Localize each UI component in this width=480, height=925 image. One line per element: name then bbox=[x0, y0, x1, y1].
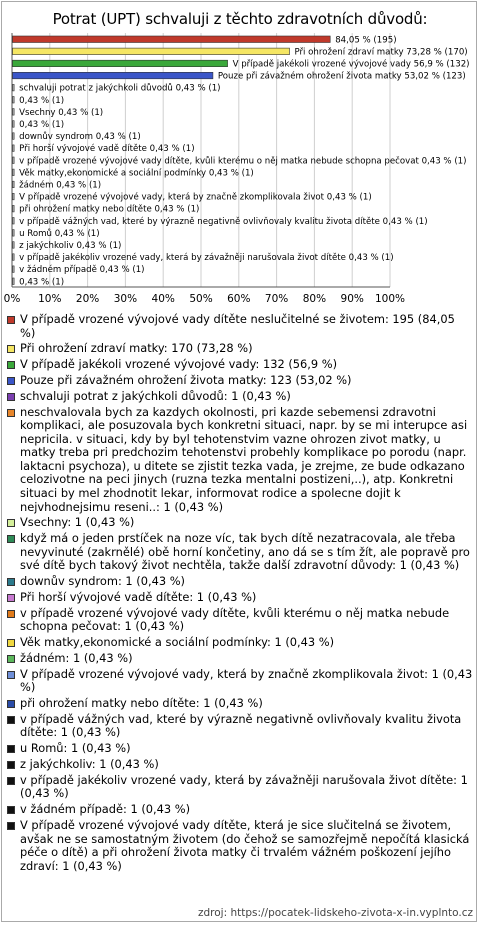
legend-item bbox=[7, 819, 473, 873]
bar bbox=[13, 254, 15, 260]
legend-swatch bbox=[7, 700, 15, 708]
legend-swatch bbox=[7, 361, 15, 369]
legend-label: Vsechny: 1 (0,43 %) bbox=[20, 515, 135, 530]
legend-item bbox=[7, 313, 473, 340]
chart-legend bbox=[7, 313, 473, 876]
bar-value-label: v případě vrozené vývojové vady dítěte, kvůli kterému o něj matka nebude schopna pečovat 0,43 % (1) bbox=[19, 156, 467, 167]
bar bbox=[13, 266, 15, 273]
bar bbox=[13, 218, 15, 225]
x-tick-label: 80% bbox=[302, 293, 327, 305]
legend-label: v případě vrozené vývojové vady dítěte, kvůli kterému o něj matka nebude schopna pečovat: 1 (0,43 %) bbox=[20, 605, 450, 634]
legend-swatch bbox=[7, 393, 15, 401]
legend-swatch bbox=[7, 377, 15, 385]
legend-label: V případě vrozené vývojové vady, která by značně zkomplikovala život: 1 (0,43 %) bbox=[20, 666, 473, 695]
bar bbox=[13, 72, 213, 79]
legend-label: z jakýchkoliv: 1 (0,43 %) bbox=[20, 757, 159, 771]
bar bbox=[13, 60, 228, 66]
legend-label: Při ohrožení zdraví matky: 170 (73,28 %) bbox=[20, 341, 253, 356]
bar-value-label: z jakýchkoliv 0,43 % (1) bbox=[19, 241, 122, 251]
legend-swatch bbox=[7, 345, 15, 353]
legend-label: Věk matky,ekonomické a sociální podmínky: 1 (0,43 %) bbox=[20, 635, 335, 650]
bar-value-label: žádném 0,43 % (1) bbox=[19, 180, 102, 191]
legend-item bbox=[7, 774, 473, 801]
legend-label: v žádném případě: 1 (0,43 %) bbox=[20, 802, 191, 817]
legend-swatch bbox=[7, 671, 15, 679]
bar bbox=[13, 36, 331, 43]
bar bbox=[13, 109, 15, 116]
legend-swatch bbox=[7, 610, 15, 618]
legend-label: V případě vrozené vývojové vady dítěte neslučitelné se životem: 195 (84,05 %) bbox=[20, 312, 455, 340]
legend-label: když má o jeden prstíček na noze víc, tak bych dítě nezatracovala, ale třeba nevyvinuté (zakrnělé) obě horní končetiny, ano dá se s tím žít, ale popravě pro své dítě bych takový život nechtěla, takže další zdravotní důvody: 1 (0,43 %) bbox=[20, 531, 470, 573]
legend-item bbox=[7, 803, 473, 817]
x-tick-label: 0% bbox=[3, 293, 21, 305]
legend-label: V případě jakékoli vrozené vývojové vady: 132 (56,9 %) bbox=[20, 357, 338, 372]
legend-item bbox=[7, 591, 473, 605]
legend-item bbox=[7, 668, 473, 695]
legend-item bbox=[7, 342, 473, 356]
legend-swatch bbox=[7, 578, 15, 586]
legend-item bbox=[7, 636, 473, 650]
bar-value-label: u Romů 0,43 % (1) bbox=[19, 228, 100, 239]
bar-value-label: 0,43 % (1) bbox=[19, 120, 65, 130]
x-tick-label: 50% bbox=[189, 293, 213, 305]
bar-value-label: Při horší vývojové vadě dítěte 0,43 % (1) bbox=[19, 144, 195, 155]
bar bbox=[13, 242, 15, 249]
x-tick-label: 100% bbox=[374, 293, 406, 305]
legend-swatch bbox=[7, 761, 15, 769]
legend-swatch bbox=[7, 639, 15, 647]
legend-label: neschvalovala bych za kazdych okolnosti, pri kazde sebemensi zdravotni komplikaci, ale posuzovala bych konkretni situaci, napr. by se mi interupce asi nepricila. v situaci, kdy by byl tehotenstvim vazne ohrozen zivot matky, u matky treba pri predchozim tehotenstvi probehly komplikace po porodu (napr. laktacni psychoza), u ditete se zjistit tezka vada, je zrejme, ze bude odkazano celozivotne na peci jinych (ruzna tezka mentalni postizeni,..), atp. Konkretni situaci by mel zhodnotit lekar, informovat rodice a spolecne dojit k nejvhodnejsimu reseni..: 1 (0,43 %) bbox=[20, 404, 468, 514]
bar bbox=[13, 169, 15, 176]
bar bbox=[13, 84, 15, 91]
bar-value-label: 0,43 % (1) bbox=[19, 277, 65, 288]
chart-title: Potrat (UPT) schvaluji z těchto zdravotních důvodů: bbox=[52, 10, 428, 28]
bar-value-label: downův syndrom 0,43 % (1) bbox=[19, 132, 141, 143]
bar-value-label: Pouze při závažném ohrožení života matky 53,02 % (123) bbox=[217, 71, 466, 82]
bar-value-label: v případě vážných vad, které by výrazně negativně ovlivňovaly kvalitu života dítěte 0,43 % (1) bbox=[19, 216, 428, 227]
legend-item bbox=[7, 652, 473, 666]
legend-item bbox=[7, 390, 473, 404]
legend-item bbox=[7, 358, 473, 372]
bar-value-label: V případě jakékoli vrozené vývojové vady 56,9 % (132) bbox=[232, 59, 470, 70]
bar bbox=[13, 145, 15, 152]
bar bbox=[13, 121, 15, 128]
legend-label: Pouze při závažném ohrožení života matky: 123 (53,02 %) bbox=[20, 372, 352, 387]
bar bbox=[13, 97, 15, 104]
bar-value-label: při ohrožení matky nebo dítěte 0,43 % (1) bbox=[19, 204, 200, 215]
legend-swatch bbox=[7, 822, 15, 830]
legend-item bbox=[7, 406, 473, 515]
bar-value-label: Věk matky,ekonomické a sociální podmínky 0,43 % (1) bbox=[19, 168, 254, 179]
bar bbox=[13, 205, 15, 212]
bar bbox=[13, 133, 15, 140]
bar-value-label: schvaluji potrat z jakýchkoli důvodů 0,43 % (1) bbox=[19, 83, 221, 94]
legend-item bbox=[7, 575, 473, 589]
legend-label: v případě vážných vad, které by výrazně negativně ovlivňovaly kvalitu života dítěte: 1 (0,43 %) bbox=[20, 711, 462, 740]
legend-swatch bbox=[7, 409, 15, 417]
x-tick-label: 30% bbox=[113, 293, 138, 305]
legend-item bbox=[7, 758, 473, 772]
legend-swatch bbox=[7, 655, 15, 663]
legend-item bbox=[7, 516, 473, 530]
x-tick-label: 90% bbox=[340, 293, 364, 305]
bar-value-label: V případě vrozené vývojové vady, která by značně zkomplikovala život 0,43 % (1) bbox=[19, 192, 372, 203]
bar bbox=[13, 48, 290, 55]
source-note: zdroj: https://pocatek-lidskeho-zivota-x-in.vyplnto.cz bbox=[197, 907, 473, 919]
bar bbox=[13, 157, 15, 164]
legend-label: žádném: 1 (0,43 %) bbox=[20, 650, 133, 665]
legend-label: Při horší vývojové vadě dítěte: 1 (0,43 %) bbox=[20, 589, 257, 604]
bar bbox=[13, 230, 15, 237]
legend-item bbox=[7, 374, 473, 388]
bar bbox=[13, 181, 15, 188]
legend-label: schvaluji potrat z jakýchkoli důvodů: 1 (0,43 %) bbox=[20, 388, 291, 403]
legend-item bbox=[7, 713, 473, 740]
legend-item bbox=[7, 697, 473, 711]
legend-swatch bbox=[7, 316, 15, 324]
x-tick-label: 60% bbox=[227, 293, 251, 305]
bar-value-label: v žádném případě 0,43 % (1) bbox=[19, 265, 145, 276]
legend-label: V případě vrozené vývojové vady dítěte, která je sice slučitelná se životem, avšak ne se samostatným životem (do čehož se samozřejmě nepočítá klasická péče o dítě) a při ohrožení života matky či trvalém vážném poškození jejího zdraví: 1 (0,43 %) bbox=[20, 817, 470, 873]
legend-swatch bbox=[7, 745, 15, 753]
x-tick-label: 40% bbox=[151, 293, 175, 305]
legend-swatch bbox=[7, 716, 15, 724]
bar-chart bbox=[0, 0, 480, 310]
legend-swatch bbox=[7, 519, 15, 527]
legend-label: u Romů: 1 (0,43 %) bbox=[20, 741, 131, 756]
x-tick-label: 10% bbox=[38, 293, 62, 305]
legend-swatch bbox=[7, 777, 15, 785]
x-tick-label: 20% bbox=[75, 293, 100, 305]
legend-swatch bbox=[7, 535, 15, 543]
legend-swatch bbox=[7, 806, 15, 814]
legend-item bbox=[7, 607, 473, 634]
bar bbox=[13, 193, 15, 200]
bar-value-label: Vsechny 0,43 % (1) bbox=[19, 107, 104, 118]
legend-label: při ohrožení matky nebo dítěte: 1 (0,43 %) bbox=[20, 696, 263, 711]
legend-label: v případě jakékoliv vrozené vady, která by závažněji narušovala život dítěte: 1 (0,43 %) bbox=[20, 772, 468, 801]
bar-value-label: 84,05 % (195) bbox=[335, 35, 397, 46]
legend-label: downův syndrom: 1 (0,43 %) bbox=[20, 574, 185, 589]
x-tick-label: 70% bbox=[264, 293, 289, 305]
legend-item bbox=[7, 532, 473, 573]
bar-value-label: 0,43 % (1) bbox=[19, 95, 65, 106]
bar bbox=[13, 278, 15, 285]
bar-value-label: Při ohrožení zdraví matky 73,28 % (170) bbox=[294, 47, 468, 58]
legend-item bbox=[7, 742, 473, 756]
legend-swatch bbox=[7, 594, 15, 602]
bar-value-label: v případě jakékoliv vrozené vady, která by závažněji narušovala život dítěte 0,43 % (1) bbox=[19, 253, 394, 264]
